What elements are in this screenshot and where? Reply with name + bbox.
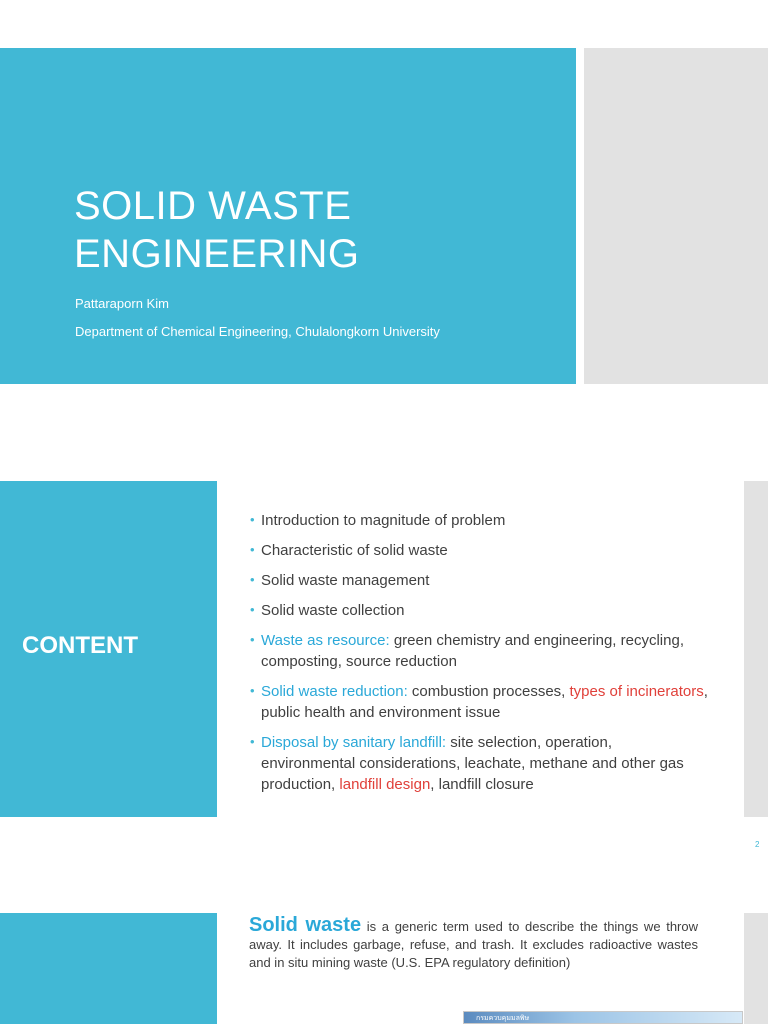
list-item: • Solid waste collection xyxy=(249,600,709,621)
list-item-highlight: landfill design xyxy=(339,776,431,793)
list-item-lead: Disposal by sanitary landfill: xyxy=(261,734,447,751)
definition-paragraph: Solid waste is a generic term used to describe the things we throw away. It includes garbage, refuse, and trash. It excludes radioactive wastes and in situ mining waste (U.S. EPA regulatory definition) xyxy=(249,914,699,970)
list-item: • Disposal by sanitary landfill: site selection, operation, environmental considerations, leachate, methane and other gas production, landfill design, landfill closure xyxy=(249,732,709,795)
list-item: • Introduction to magnitude of problem xyxy=(249,510,709,531)
list-item-highlight: types of incinerators xyxy=(569,683,704,700)
slide-title-line1: SOLID WASTE xyxy=(74,184,352,228)
list-item: • Characteristic of solid waste xyxy=(249,540,709,561)
slide-title-line2: ENGINEERING xyxy=(74,232,360,276)
definition-slide-panel xyxy=(0,913,217,1024)
list-item: • Waste as resource: green chemistry and engineering, recycling, composting, source reduction xyxy=(249,630,709,672)
content-heading: CONTENT xyxy=(22,632,138,659)
slide-title xyxy=(74,182,554,278)
author-name: Pattaraporn Kim xyxy=(75,296,169,311)
title-slide-side-panel xyxy=(584,48,768,384)
content-slide-side-panel xyxy=(744,481,768,817)
list-item-lead: Waste as resource: xyxy=(261,632,390,649)
department-name: Department of Chemical Engineering, Chulalongkorn University xyxy=(75,324,440,339)
page-number: 2 xyxy=(755,840,760,849)
embedded-image xyxy=(463,1011,743,1024)
definition-slide-side-panel xyxy=(744,913,768,1024)
embedded-image-label: กรมควบคุมมลพิษ xyxy=(476,1015,530,1022)
list-item-lead: Solid waste reduction: xyxy=(261,683,408,700)
list-item: • Solid waste reduction: combustion processes, types of incinerators, public health and environment issue xyxy=(249,681,709,723)
content-list xyxy=(249,510,709,804)
list-item: • Solid waste management xyxy=(249,570,709,591)
definition-term: Solid waste xyxy=(249,914,362,936)
